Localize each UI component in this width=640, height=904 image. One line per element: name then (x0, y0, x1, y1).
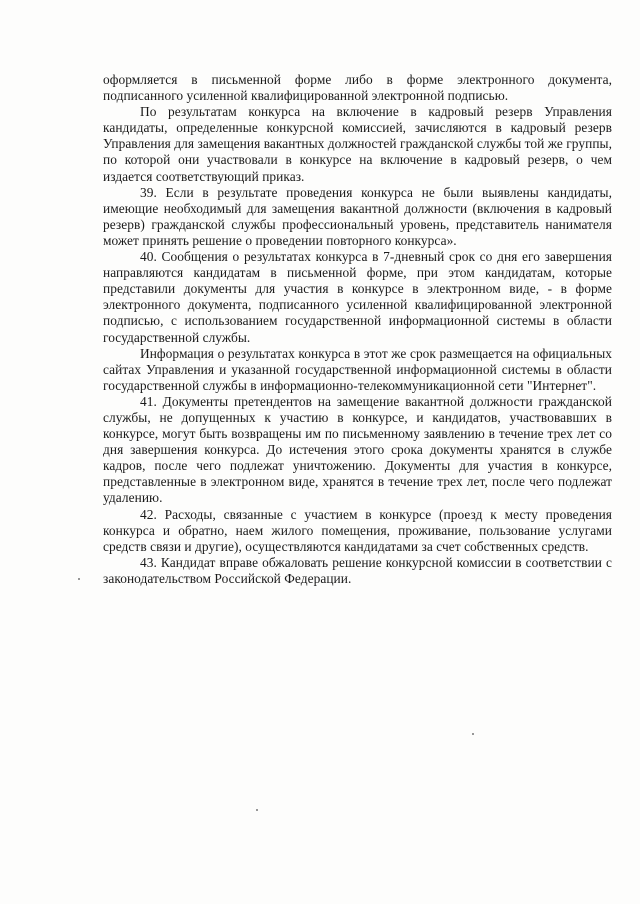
paragraph-41: 41. Документы претендентов на замещение вакантной должности гражданской службы, не допущенных к участию в конкурсе, и кандидатов, участвовавших в конкурсе, могут быть возвращены им по письменному заявлению в течение трех лет со дня завершения конкурса. До истечения этого срока документы хранятся в службе кадров, после чего подлежат уничтожению. Документы для участия в конкурсе, представленные в электронном виде, хранятся в течение трех лет, после чего подлежат удалению. (103, 393, 612, 506)
paragraph-continuation: оформляется в письменной форме либо в форме электронного документа, подписанного усиленной квалифицированной электронной подписью. (103, 72, 612, 104)
paragraph-40: 40. Сообщения о результатах конкурса в 7-дневный срок со дня его завершения направляются кандидатам в письменной форме, при этом кандидатам, которые представили документы для участия в конкурсе в электронном виде, - в форме электронного документа, подписанного усиленной квалифицированной электронной подписью, с использованием государственной информационной системы в области государственной службы. (103, 249, 612, 345)
scan-speck (256, 809, 258, 811)
paragraph-43: 43. Кандидат вправе обжаловать решение конкурсной комиссии в соответствии с законодательством Российской Федерации. (103, 554, 612, 586)
paragraph-39: 39. Если в результате проведения конкурса не были выявлены кандидаты, имеющие необходимый для замещения вакантной должности (включения в кадровый резерв) гражданской службы профессиональный уровень, представитель нанимателя может принять решение о проведении повторного конкурса». (103, 184, 612, 248)
scan-speck (472, 733, 474, 735)
paragraph-42: 42. Расходы, связанные с участием в конкурсе (проезд к месту проведения конкурса и обратно, наем жилого помещения, проживание, пользование услугами средств связи и другие), осуществляются кандидатами за счет собственных средств. (103, 506, 612, 554)
scan-speck (78, 578, 80, 580)
paragraph-reserve-enrollment: По результатам конкурса на включение в кадровый резерв Управления кандидаты, определенные конкурсной комиссией, зачисляются в кадровый резерв Управления для замещения вакантных должностей гражданской службы той же группы, по которой они участвовали в конкурсе на включение в кадровый резерв, о чем издается соответствующий приказ. (103, 104, 612, 184)
document-body (103, 72, 612, 587)
paragraph-results-info: Информация о результатах конкурса в этот же срок размещается на официальных сайтах Управления и указанной государственной информационной системы в области государственной службы в информационно-телекоммуникационной сети "Интернет". (103, 345, 612, 393)
